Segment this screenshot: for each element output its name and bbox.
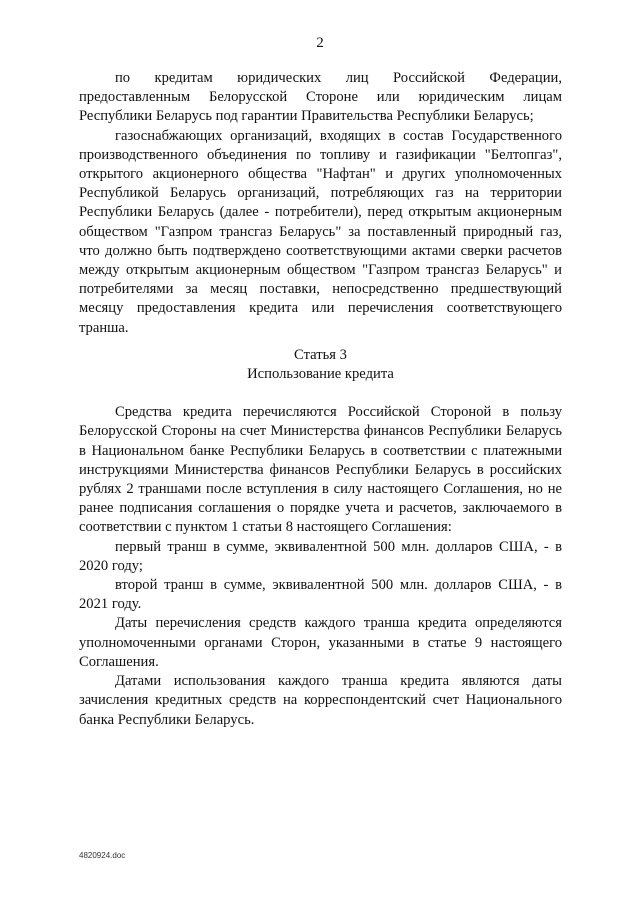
paragraph-credits-legal-entities: по кредитам юридических лиц Российской Федерации, предоставленным Белорусской Стороне или юридическим лицам Республики Беларусь под гарантии Правительства Республики Беларусь; [79,70,562,125]
paragraph-usage-dates: Датами использования каждого транша кредита являются даты зачисления кредитных средств на корреспондентский счет Национального банка Республики Беларусь. [79,673,562,728]
paragraph-gas-supply-organizations: газоснабжающих организаций, входящих в состав Государственного производственного объединения по топливу и газификации "Белтопгаз", открытого акционерного общества "Нафтан" и других уполномоченных Республикой Беларусь организаций, потребляющих газ на территории Республики Беларусь (далее - потребители), перед открытым акционерным обществом "Газпром трансгаз Беларусь" за поставленный природный газ, что должно быть подтверждено соответствующими актами сверки расчетов между открытым акционерным обществом "Газпром трансгаз Беларусь" и потребителями за месяц поставки, непосредственно предшествующий месяцу предоставления кредита или перечисления соответствующего транша. [79,127,562,336]
footer-filename: 4820924.doc [79,851,126,860]
paragraph-credit-transfer: Средства кредита перечисляются Российской Стороной в пользу Белорусской Стороны на счет Министерства финансов Республики Беларусь в Национальном банке Республики Беларусь в соответствии с платежными инструкциями Министерства финансов Республики Беларусь в российских рублях 2 траншами после вступления в силу настоящего Соглашения, но не ранее подписания соглашения о порядке учета и расчетов, заключаемого в соответствии с пунктом 1 статьи 8 настоящего Соглашения: [79,404,562,536]
document-body [79,69,562,730]
paragraph-second-tranche: второй транш в сумме, эквивалентной 500 млн. долларов США, - в 2021 году. [79,577,562,613]
article-title: Использование кредита [247,366,394,383]
section-spacer [79,384,562,403]
article-number: Статья 3 [294,346,347,363]
page-number: 2 [316,35,324,51]
paragraph-transfer-dates: Даты перечисления средств каждого транша кредита определяются уполномоченными органами Сторон, указанными в статье 9 настоящего Соглашения. [79,615,562,670]
paragraph-first-tranche: первый транш в сумме, эквивалентной 500 млн. долларов США, - в 2020 году; [79,538,562,574]
